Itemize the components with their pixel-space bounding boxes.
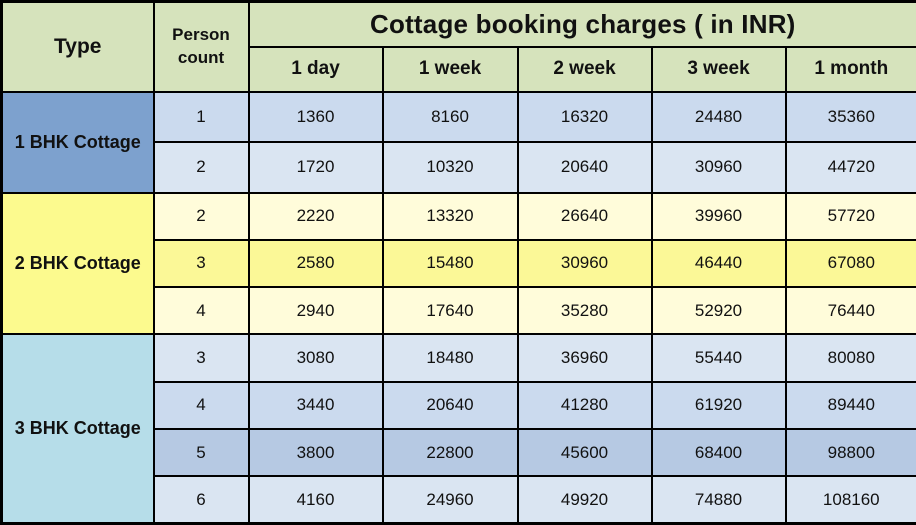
person-count-cell: 2 xyxy=(154,193,249,240)
charge-cell: 36960 xyxy=(518,334,652,381)
charge-cell: 30960 xyxy=(518,240,652,287)
charge-cell: 41280 xyxy=(518,382,652,429)
charge-cell: 4160 xyxy=(249,476,383,523)
col-header-type: Type xyxy=(2,2,154,93)
charge-cell: 8160 xyxy=(383,92,518,142)
charge-cell: 17640 xyxy=(383,287,518,334)
charge-cell: 55440 xyxy=(652,334,786,381)
charge-cell: 3800 xyxy=(249,429,383,476)
charge-cell: 76440 xyxy=(786,287,916,334)
charge-cell: 49920 xyxy=(518,476,652,523)
charge-cell: 16320 xyxy=(518,92,652,142)
charge-cell: 108160 xyxy=(786,476,916,523)
person-count-cell: 4 xyxy=(154,382,249,429)
charge-cell: 61920 xyxy=(652,382,786,429)
charge-cell: 68400 xyxy=(652,429,786,476)
table-title: Cottage booking charges ( in INR) xyxy=(249,2,916,47)
section-label-1bhk: 1 BHK Cottage xyxy=(2,92,154,193)
person-count-cell: 4 xyxy=(154,287,249,334)
charge-cell: 15480 xyxy=(383,240,518,287)
charge-cell: 45600 xyxy=(518,429,652,476)
charge-cell: 1720 xyxy=(249,142,383,192)
person-count-cell: 5 xyxy=(154,429,249,476)
charge-cell: 10320 xyxy=(383,142,518,192)
table-row xyxy=(2,193,916,240)
header-row-title xyxy=(2,2,916,47)
charge-cell: 30960 xyxy=(652,142,786,192)
charge-cell: 46440 xyxy=(652,240,786,287)
charge-cell: 24960 xyxy=(383,476,518,523)
charge-cell: 1360 xyxy=(249,92,383,142)
charge-cell: 22800 xyxy=(383,429,518,476)
charge-cell: 13320 xyxy=(383,193,518,240)
col-header-1-day: 1 day xyxy=(249,47,383,92)
charge-cell: 39960 xyxy=(652,193,786,240)
charge-cell: 3080 xyxy=(249,334,383,381)
section-label-3bhk: 3 BHK Cottage xyxy=(2,334,154,523)
charge-cell: 35280 xyxy=(518,287,652,334)
charge-cell: 20640 xyxy=(518,142,652,192)
charge-cell: 80080 xyxy=(786,334,916,381)
table-row xyxy=(2,334,916,381)
charge-cell: 18480 xyxy=(383,334,518,381)
person-count-cell: 1 xyxy=(154,92,249,142)
charge-cell: 44720 xyxy=(786,142,916,192)
charge-cell: 35360 xyxy=(786,92,916,142)
charge-cell: 24480 xyxy=(652,92,786,142)
person-count-cell: 6 xyxy=(154,476,249,523)
charge-cell: 2220 xyxy=(249,193,383,240)
charge-cell: 2580 xyxy=(249,240,383,287)
charge-cell: 89440 xyxy=(786,382,916,429)
charge-cell: 2940 xyxy=(249,287,383,334)
section-label-2bhk: 2 BHK Cottage xyxy=(2,193,154,335)
charge-cell: 3440 xyxy=(249,382,383,429)
charge-cell: 20640 xyxy=(383,382,518,429)
charge-cell: 52920 xyxy=(652,287,786,334)
person-count-cell: 2 xyxy=(154,142,249,192)
charge-cell: 26640 xyxy=(518,193,652,240)
charge-cell: 67080 xyxy=(786,240,916,287)
charge-cell: 98800 xyxy=(786,429,916,476)
charge-cell: 74880 xyxy=(652,476,786,523)
col-header-2-week: 2 week xyxy=(518,47,652,92)
col-header-1-week: 1 week xyxy=(383,47,518,92)
col-header-person-count: Person count xyxy=(154,2,249,93)
person-count-cell: 3 xyxy=(154,334,249,381)
charge-cell: 57720 xyxy=(786,193,916,240)
table-row xyxy=(2,92,916,142)
col-header-1-month: 1 month xyxy=(786,47,916,92)
person-count-cell: 3 xyxy=(154,240,249,287)
col-header-3-week: 3 week xyxy=(652,47,786,92)
